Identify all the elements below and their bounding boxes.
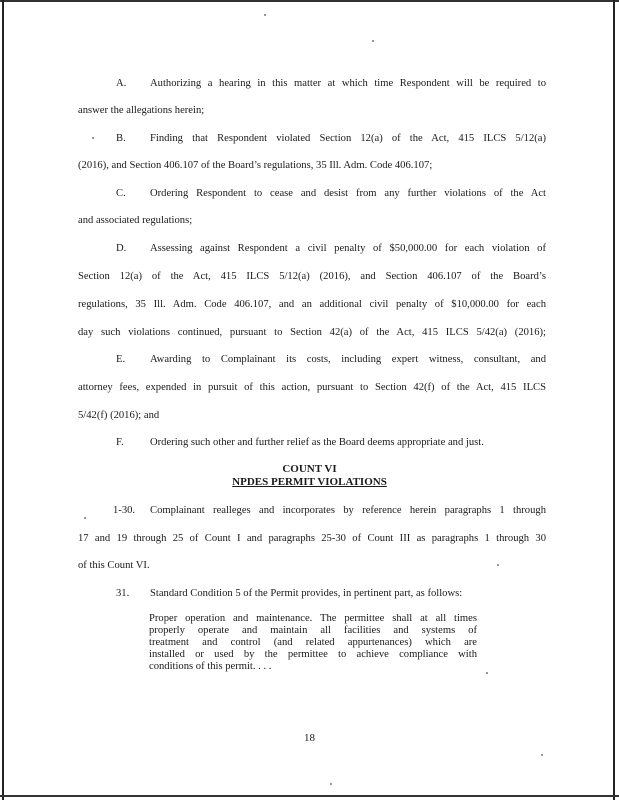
item-e-line-3: 5/42(f) (2016); and <box>78 410 160 421</box>
item-b-label: B. <box>116 133 126 144</box>
quote-line: treatment and control (and related appurtenances) which are <box>149 637 477 648</box>
para-1-30-label: 1-30. <box>113 505 136 516</box>
quote-line: installed or used by the permittee to achieve compliance with <box>149 649 477 660</box>
scan-speck <box>541 754 543 756</box>
scan-speck <box>372 40 374 42</box>
item-c-label: C. <box>116 188 126 199</box>
para-31-label: 31. <box>116 588 130 599</box>
item-b-line-1: Finding that Respondent violated Section 12(a) of the Act, 415 ILCS 5/12(a) <box>150 133 546 144</box>
para-1-30-line-1: Complainant realleges and incorporates by reference herein paragraphs 1 through <box>150 505 546 516</box>
item-d-line-2: Section 12(a) of the Act, 415 ILCS 5/12(a) (2016), and Section 406.107 of the Board’s <box>78 271 546 282</box>
item-c-line-2: and associated regulations; <box>78 215 193 226</box>
page-number: 18 <box>304 732 315 744</box>
item-d-line-4: day such violations continued, pursuant to Section 42(a) of the Act, 415 ILCS 5/42(a) (2016); <box>78 327 546 338</box>
item-e-label: E. <box>116 354 126 365</box>
item-e-line-1: Awarding to Complainant its costs, including expert witness, consultant, and <box>150 354 546 365</box>
scan-speck <box>84 517 86 519</box>
item-a-label: A. <box>116 78 127 89</box>
item-c-line-1: Ordering Respondent to cease and desist from any further violations of the Act <box>150 188 546 199</box>
item-b-line-2: (2016), and Section 406.107 of the Board’s regulations, 35 Ill. Adm. Code 406.107; <box>78 160 433 171</box>
quote-line: properly operate and maintain all facilities and systems of <box>149 625 477 636</box>
scan-border-left <box>2 0 4 800</box>
item-f-label: F. <box>116 437 124 448</box>
para-31-text: Standard Condition 5 of the Permit provides, in pertinent part, as follows: <box>150 588 463 599</box>
quote-line: conditions of this permit. . . . <box>149 661 272 672</box>
item-a-line-2: answer the allegations herein; <box>78 105 205 116</box>
scan-border-bottom <box>0 795 619 797</box>
block-quote <box>149 613 477 673</box>
item-d-label: D. <box>116 243 127 254</box>
scan-speck <box>497 564 499 566</box>
para-1-30-line-3: of this Count VI. <box>78 560 150 571</box>
para-1-30-line-2: 17 and 19 through 25 of Count I and paragraphs 25-30 of Count III as paragraphs 1 through 30 <box>78 533 546 544</box>
item-a-line-1: Authorizing a hearing in this matter at which time Respondent will be required to <box>150 78 546 89</box>
count-heading: COUNT VI <box>282 463 337 475</box>
count-subheading: NPDES PERMIT VIOLATIONS <box>232 476 387 488</box>
scan-speck <box>264 14 266 16</box>
scan-border-right <box>613 0 615 800</box>
quote-line: Proper operation and maintenance. The permittee shall at all times <box>149 613 477 624</box>
item-f-line-1: Ordering such other and further relief as the Board deems appropriate and just. <box>150 437 484 448</box>
item-d-line-1: Assessing against Respondent a civil penalty of $50,000.00 for each violation of <box>150 243 546 254</box>
scan-speck <box>330 783 332 785</box>
scan-border-top <box>0 0 619 2</box>
item-d-line-3: regulations, 35 Ill. Adm. Code 406.107, and an additional civil penalty of $10,000.00 for each <box>78 299 546 310</box>
scan-speck <box>92 137 94 139</box>
scan-speck <box>486 672 488 674</box>
item-e-line-2: attorney fees, expended in pursuit of this action, pursuant to Section 42(f) of the Act, 415 ILCS <box>78 382 546 393</box>
